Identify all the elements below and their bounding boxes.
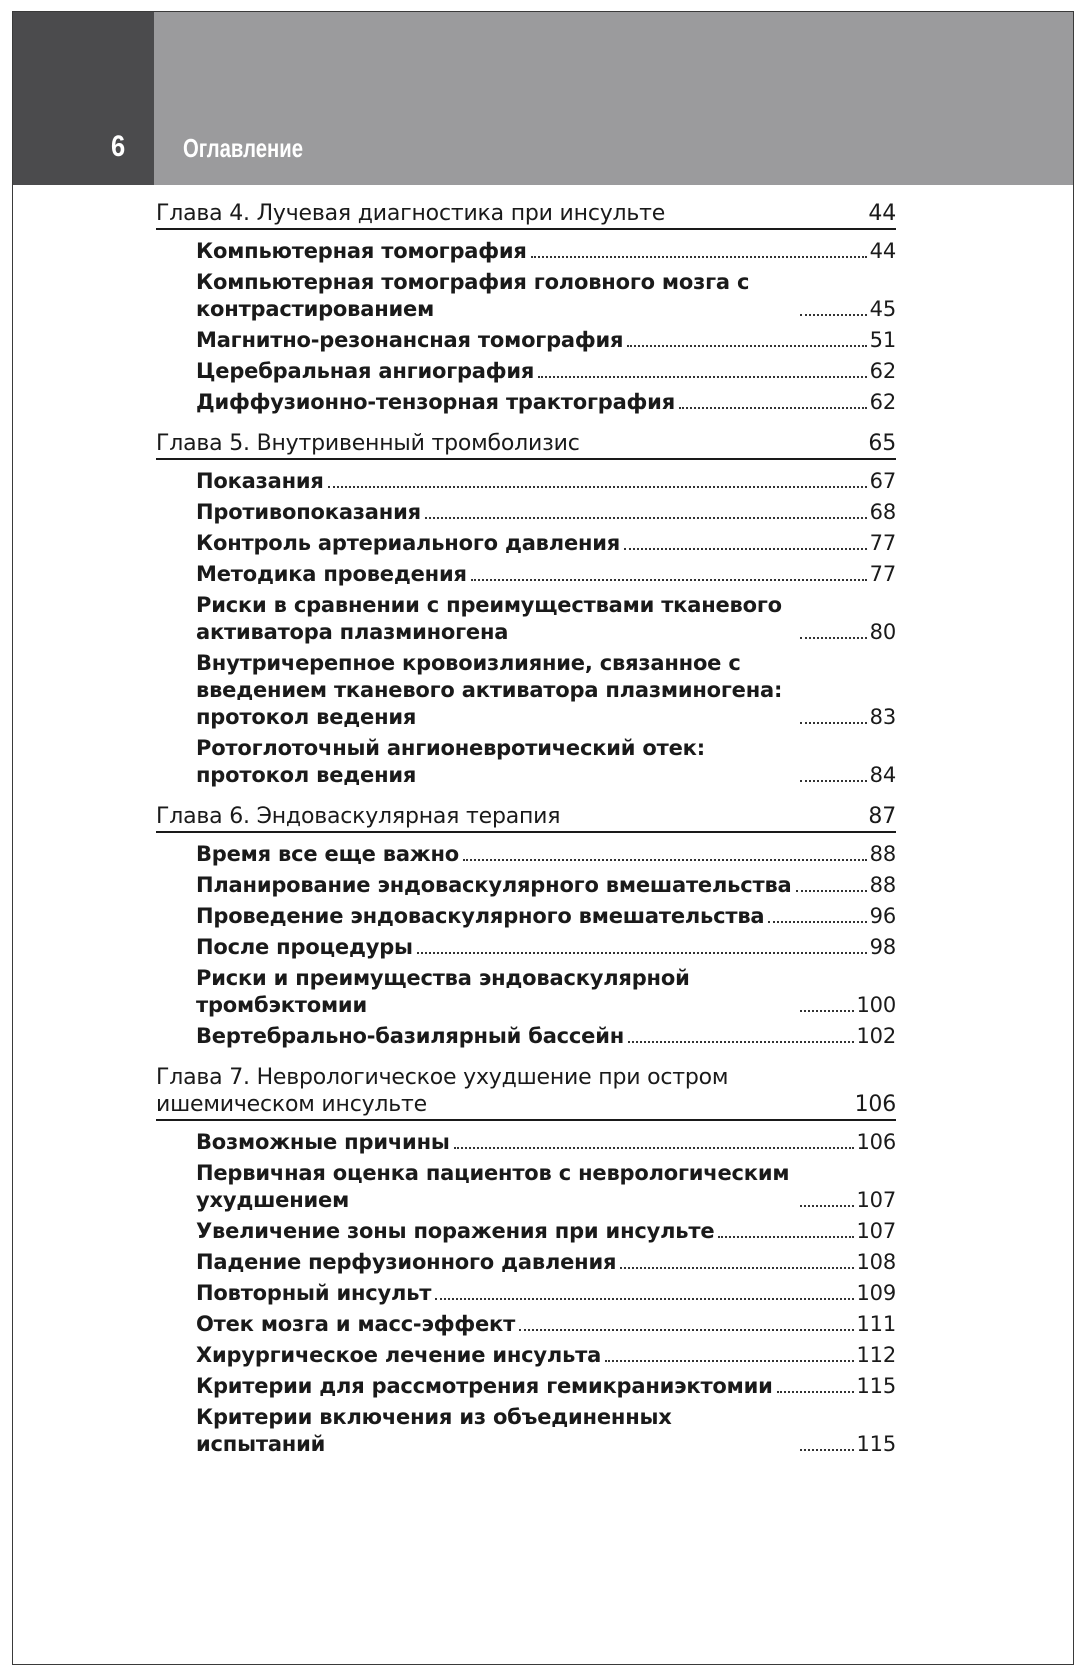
toc-entry-page: 88 bbox=[869, 842, 896, 866]
toc-entry-page: 44 bbox=[869, 239, 896, 263]
toc-entry-title: После процедуры bbox=[196, 935, 413, 959]
dot-leader bbox=[328, 486, 867, 488]
toc-entry bbox=[196, 872, 896, 899]
toc-entry-title: Вертебрально-базилярный бассейн bbox=[196, 1024, 625, 1048]
chapter-entries bbox=[196, 1129, 896, 1458]
dot-leader bbox=[800, 1449, 854, 1451]
chapter-heading bbox=[156, 803, 896, 833]
header-page-number-block bbox=[13, 12, 154, 185]
toc-entry-page: 77 bbox=[869, 531, 896, 555]
chapter-page: 44 bbox=[868, 201, 896, 226]
toc-entry bbox=[196, 238, 896, 265]
toc-entry-title: Увеличение зоны поражения при инсульте bbox=[196, 1219, 715, 1243]
toc-entry-page: 45 bbox=[869, 297, 896, 321]
toc-entry-page: 108 bbox=[856, 1250, 896, 1274]
dot-leader bbox=[454, 1147, 854, 1149]
chapter-heading bbox=[156, 200, 896, 230]
toc-entry-title: Риски и преимущества эндоваскулярной тромбэктомии bbox=[196, 966, 690, 1017]
chapter-title: Глава 4. Лучевая диагностика при инсульте bbox=[156, 201, 666, 226]
dot-leader bbox=[620, 1267, 853, 1269]
chapter-entries bbox=[196, 238, 896, 416]
toc-entry-title: Критерии для рассмотрения гемикраниэктомии bbox=[196, 1374, 773, 1398]
toc-entry-title: Риски в сравнении с преимуществами тканевого активатора плазминогена bbox=[196, 593, 782, 644]
toc-entry-page: 102 bbox=[856, 1024, 896, 1048]
toc-entry bbox=[196, 934, 896, 961]
dot-leader bbox=[800, 722, 867, 724]
dot-leader bbox=[627, 345, 866, 347]
dot-leader bbox=[768, 921, 866, 923]
dot-leader bbox=[471, 579, 867, 581]
chapter-entries bbox=[196, 468, 896, 789]
toc-entry-page: 80 bbox=[869, 620, 896, 644]
toc-entry-title: Отек мозга и масс-эффект bbox=[196, 1312, 516, 1336]
toc-entry bbox=[196, 1404, 896, 1458]
toc-entry-title: Диффузионно-тензорная трактография bbox=[196, 390, 675, 414]
toc-entry bbox=[196, 1218, 896, 1245]
toc-entry bbox=[196, 1373, 896, 1400]
toc-entry-page: 98 bbox=[869, 935, 896, 959]
dot-leader bbox=[463, 859, 867, 861]
toc-entry-page: 96 bbox=[869, 904, 896, 928]
chapter-title: Глава 7. Неврологическое ухудшение при остром ишемическом инсульте bbox=[156, 1065, 729, 1117]
chapter-entries bbox=[196, 841, 896, 1050]
dot-leader bbox=[435, 1298, 853, 1300]
toc-entry-title: Падение перфузионного давления bbox=[196, 1250, 617, 1274]
toc-entry bbox=[196, 1023, 896, 1050]
dot-leader bbox=[718, 1236, 853, 1238]
toc-entry-page: 106 bbox=[856, 1130, 896, 1154]
toc-entry bbox=[196, 735, 896, 789]
dot-leader bbox=[800, 1205, 854, 1207]
toc-entry-page: 51 bbox=[869, 328, 896, 352]
toc-entry bbox=[196, 1280, 896, 1307]
toc-entry bbox=[196, 650, 896, 731]
toc-entry-page: 109 bbox=[856, 1281, 896, 1305]
toc-entry-title: Магнитно-резонансная томография bbox=[196, 328, 624, 352]
chapter-title: Глава 6. Эндоваскулярная терапия bbox=[156, 804, 561, 829]
dot-leader bbox=[425, 517, 867, 519]
dot-leader bbox=[624, 548, 867, 550]
toc-entry bbox=[196, 358, 896, 385]
chapter-heading bbox=[156, 1064, 896, 1121]
toc-entry bbox=[196, 1160, 896, 1214]
toc-entry-title: Показания bbox=[196, 469, 324, 493]
toc-entry-page: 100 bbox=[856, 993, 896, 1017]
chapter-page: 65 bbox=[868, 431, 896, 456]
toc-entry-title: Планирование эндоваскулярного вмешательства bbox=[196, 873, 792, 897]
toc-entry bbox=[196, 269, 896, 323]
toc-entry-page: 112 bbox=[856, 1343, 896, 1367]
toc-entry bbox=[196, 841, 896, 868]
chapter-page: 106 bbox=[854, 1092, 896, 1117]
toc-entry-title: Хирургическое лечение инсульта bbox=[196, 1343, 602, 1367]
toc-entry bbox=[196, 389, 896, 416]
toc-entry-page: 107 bbox=[856, 1188, 896, 1212]
toc-entry bbox=[196, 592, 896, 646]
toc-entry-page: 111 bbox=[856, 1312, 896, 1336]
toc-entry-page: 68 bbox=[869, 500, 896, 524]
dot-leader bbox=[605, 1360, 853, 1362]
toc-entry-page: 107 bbox=[856, 1219, 896, 1243]
chapter-title: Глава 5. Внутривенный тромболизис bbox=[156, 431, 580, 456]
toc-entry-title: Церебральная ангиография bbox=[196, 359, 535, 383]
toc-entry bbox=[196, 468, 896, 495]
chapter-page: 87 bbox=[868, 804, 896, 829]
toc-entry bbox=[196, 1342, 896, 1369]
toc-entry-title: Методика проведения bbox=[196, 562, 467, 586]
section-title: Оглавление bbox=[183, 133, 303, 163]
toc-entry-title: Критерии включения из объединенных испытаний bbox=[196, 1405, 672, 1456]
toc-entry-title: Компьютерная томография bbox=[196, 239, 527, 263]
toc-entry bbox=[196, 327, 896, 354]
chapter-heading bbox=[156, 430, 896, 460]
dot-leader bbox=[800, 1010, 854, 1012]
dot-leader bbox=[417, 952, 867, 954]
book-page bbox=[12, 11, 1074, 1665]
toc-entry-title: Повторный инсульт bbox=[196, 1281, 432, 1305]
toc-entry-title: Проведение эндоваскулярного вмешательства bbox=[196, 904, 765, 928]
table-of-contents bbox=[156, 200, 896, 1472]
toc-entry-title: Ротоглоточный ангионевротический отек: протокол ведения bbox=[196, 736, 705, 787]
toc-entry bbox=[196, 561, 896, 588]
toc-entry-page: 115 bbox=[856, 1432, 896, 1456]
toc-entry-page: 88 bbox=[869, 873, 896, 897]
dot-leader bbox=[800, 314, 867, 316]
toc-entry-title: Контроль артериального давления bbox=[196, 531, 621, 555]
toc-entry bbox=[196, 530, 896, 557]
toc-entry-page: 115 bbox=[856, 1374, 896, 1398]
dot-leader bbox=[796, 890, 867, 892]
toc-entry-page: 83 bbox=[869, 705, 896, 729]
toc-entry-page: 84 bbox=[869, 763, 896, 787]
toc-entry-title: Время все еще важно bbox=[196, 842, 460, 866]
toc-entry bbox=[196, 499, 896, 526]
toc-entry bbox=[196, 1249, 896, 1276]
toc-entry bbox=[196, 903, 896, 930]
toc-entry-page: 77 bbox=[869, 562, 896, 586]
dot-leader bbox=[628, 1041, 853, 1043]
toc-entry bbox=[196, 965, 896, 1019]
dot-leader bbox=[777, 1391, 854, 1393]
toc-entry-page: 67 bbox=[869, 469, 896, 493]
page-number: 6 bbox=[111, 130, 126, 163]
toc-entry-page: 62 bbox=[869, 359, 896, 383]
dot-leader bbox=[679, 407, 867, 409]
toc-entry bbox=[196, 1129, 896, 1156]
toc-entry-title: Первичная оценка пациентов с неврологическим ухудшением bbox=[196, 1161, 790, 1212]
toc-entry-title: Компьютерная томография головного мозга с контрастированием bbox=[196, 270, 750, 321]
dot-leader bbox=[538, 376, 866, 378]
toc-entry-title: Внутричерепное кровоизлияние, связанное с введением тканевого активатора плазминогена: протокол ведения bbox=[196, 651, 783, 729]
toc-entry-title: Возможные причины bbox=[196, 1130, 450, 1154]
dot-leader bbox=[800, 780, 867, 782]
toc-entry-page: 62 bbox=[869, 390, 896, 414]
dot-leader bbox=[800, 637, 867, 639]
dot-leader bbox=[519, 1329, 853, 1331]
toc-entry-title: Противопоказания bbox=[196, 500, 421, 524]
toc-entry bbox=[196, 1311, 896, 1338]
dot-leader bbox=[531, 256, 867, 258]
